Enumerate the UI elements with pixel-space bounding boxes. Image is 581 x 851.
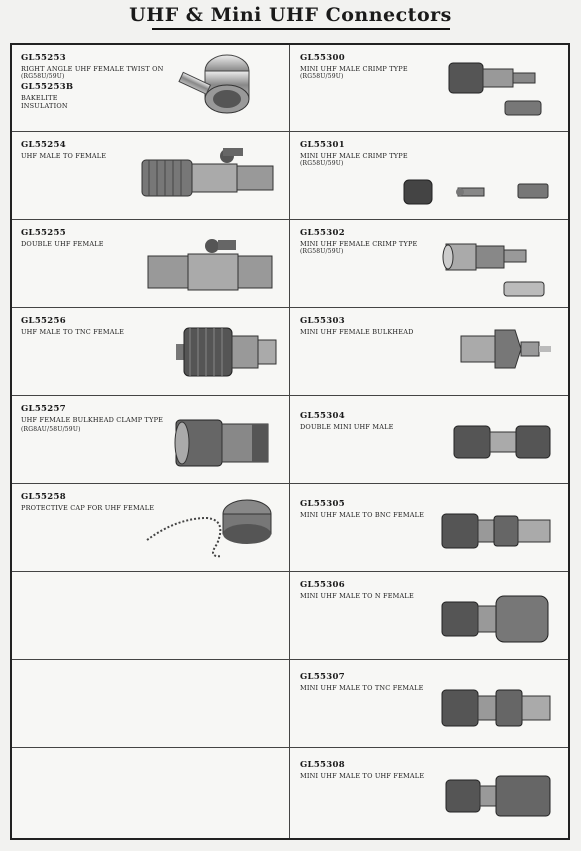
product-code: GL55256 <box>21 316 66 326</box>
product-cell-gl55257 <box>12 396 290 484</box>
empty-cell <box>12 748 290 838</box>
bulkhead-clamp-connector-image <box>172 410 282 476</box>
male-to-female-connector-image <box>137 138 282 210</box>
product-cell-gl55306 <box>290 572 568 660</box>
product-description-line: (RG58U/59U) <box>300 160 344 167</box>
product-cell-gl55258 <box>12 484 290 572</box>
product-description-line: MINI UHF MALE CRIMP TYPE <box>300 152 408 160</box>
double-mini-male-image <box>450 420 555 464</box>
product-description-line: INSULATION <box>21 102 68 110</box>
product-cell-gl55308 <box>290 748 568 838</box>
product-description-line: RIGHT ANGLE UHF FEMALE TWIST ON <box>21 65 164 73</box>
empty-cell <box>12 572 290 660</box>
product-code: GL55302 <box>300 228 345 238</box>
mini-male-crimp-image <box>445 55 560 127</box>
product-code: GL55305 <box>300 499 345 509</box>
product-description-line: UHF FEMALE BULKHEAD CLAMP TYPE <box>21 416 164 424</box>
product-code: GL55308 <box>300 760 345 770</box>
product-description-line: UHF MALE TO FEMALE <box>21 152 107 160</box>
product-cell-gl55302 <box>290 220 568 308</box>
mini-female-crimp-image <box>440 234 560 302</box>
title-underline <box>152 28 450 30</box>
product-code: GL55253 <box>21 53 66 63</box>
product-code: GL55304 <box>300 411 345 421</box>
product-code: GL55307 <box>300 672 345 682</box>
empty-cell <box>12 660 290 748</box>
product-cell-gl55253 <box>12 45 290 132</box>
product-code: GL55300 <box>300 53 345 63</box>
product-code: GL55258 <box>21 492 66 502</box>
right-angle-connector-image <box>172 49 282 129</box>
mini-male-crimp-parts-image <box>400 172 560 212</box>
product-code: GL55254 <box>21 140 66 150</box>
product-grid <box>10 43 570 840</box>
product-description-line: (RG58U/59U) <box>300 248 344 255</box>
product-cell-gl55254 <box>12 132 290 220</box>
product-description-line: MINI UHF MALE TO UHF FEMALE <box>300 772 425 780</box>
product-cell-gl55255 <box>12 220 290 308</box>
mini-to-tnc-image <box>438 684 556 732</box>
product-description-line: BAKELITE <box>21 94 58 102</box>
product-cell-gl55307 <box>290 660 568 748</box>
mini-to-uhf-female-image <box>442 770 556 822</box>
protective-cap-image <box>137 488 282 568</box>
mini-to-n-image <box>438 588 556 648</box>
product-description-line: MINI UHF FEMALE BULKHEAD <box>300 328 414 336</box>
product-cell-gl55305 <box>290 484 568 572</box>
product-description-line: MINI UHF MALE TO TNC FEMALE <box>300 684 424 692</box>
product-description-line: MINI UHF MALE TO N FEMALE <box>300 592 414 600</box>
product-description-line: (RG58U/59U) <box>300 73 344 80</box>
product-description-line: MINI UHF MALE TO BNC FEMALE <box>300 511 425 519</box>
mini-to-bnc-image <box>438 510 556 552</box>
product-code: GL55301 <box>300 140 345 150</box>
product-description-line: MINI UHF FEMALE CRIMP TYPE <box>300 240 418 248</box>
product-code: GL55306 <box>300 580 345 590</box>
product-description-line: MINI UHF MALE CRIMP TYPE <box>300 65 408 73</box>
product-description-line: (RG58U/59U) <box>21 73 65 80</box>
product-code-variant: GL55253B <box>21 82 74 92</box>
product-description-line: DOUBLE MINI UHF MALE <box>300 423 394 431</box>
product-description-line: PROTECTIVE CAP FOR UHF FEMALE <box>21 504 155 512</box>
product-cell-gl55304 <box>290 396 568 484</box>
product-cell-gl55256 <box>12 308 290 396</box>
product-code: GL55255 <box>21 228 66 238</box>
double-female-connector-image <box>142 226 282 300</box>
product-description-line: DOUBLE UHF FEMALE <box>21 240 104 248</box>
product-code: GL55257 <box>21 404 66 414</box>
product-cell-gl55300 <box>290 45 568 132</box>
product-code: GL55303 <box>300 316 345 326</box>
product-cell-gl55303 <box>290 308 568 396</box>
page-title: UHF & Mini UHF Connectors <box>129 4 452 26</box>
product-description-line: (RG8AU/58U/59U) <box>21 426 81 433</box>
product-cell-gl55301 <box>290 132 568 220</box>
uhf-to-tnc-connector-image <box>172 318 282 388</box>
product-description-line: UHF MALE TO TNC FEMALE <box>21 328 125 336</box>
mini-female-bulkhead-image <box>455 324 555 374</box>
